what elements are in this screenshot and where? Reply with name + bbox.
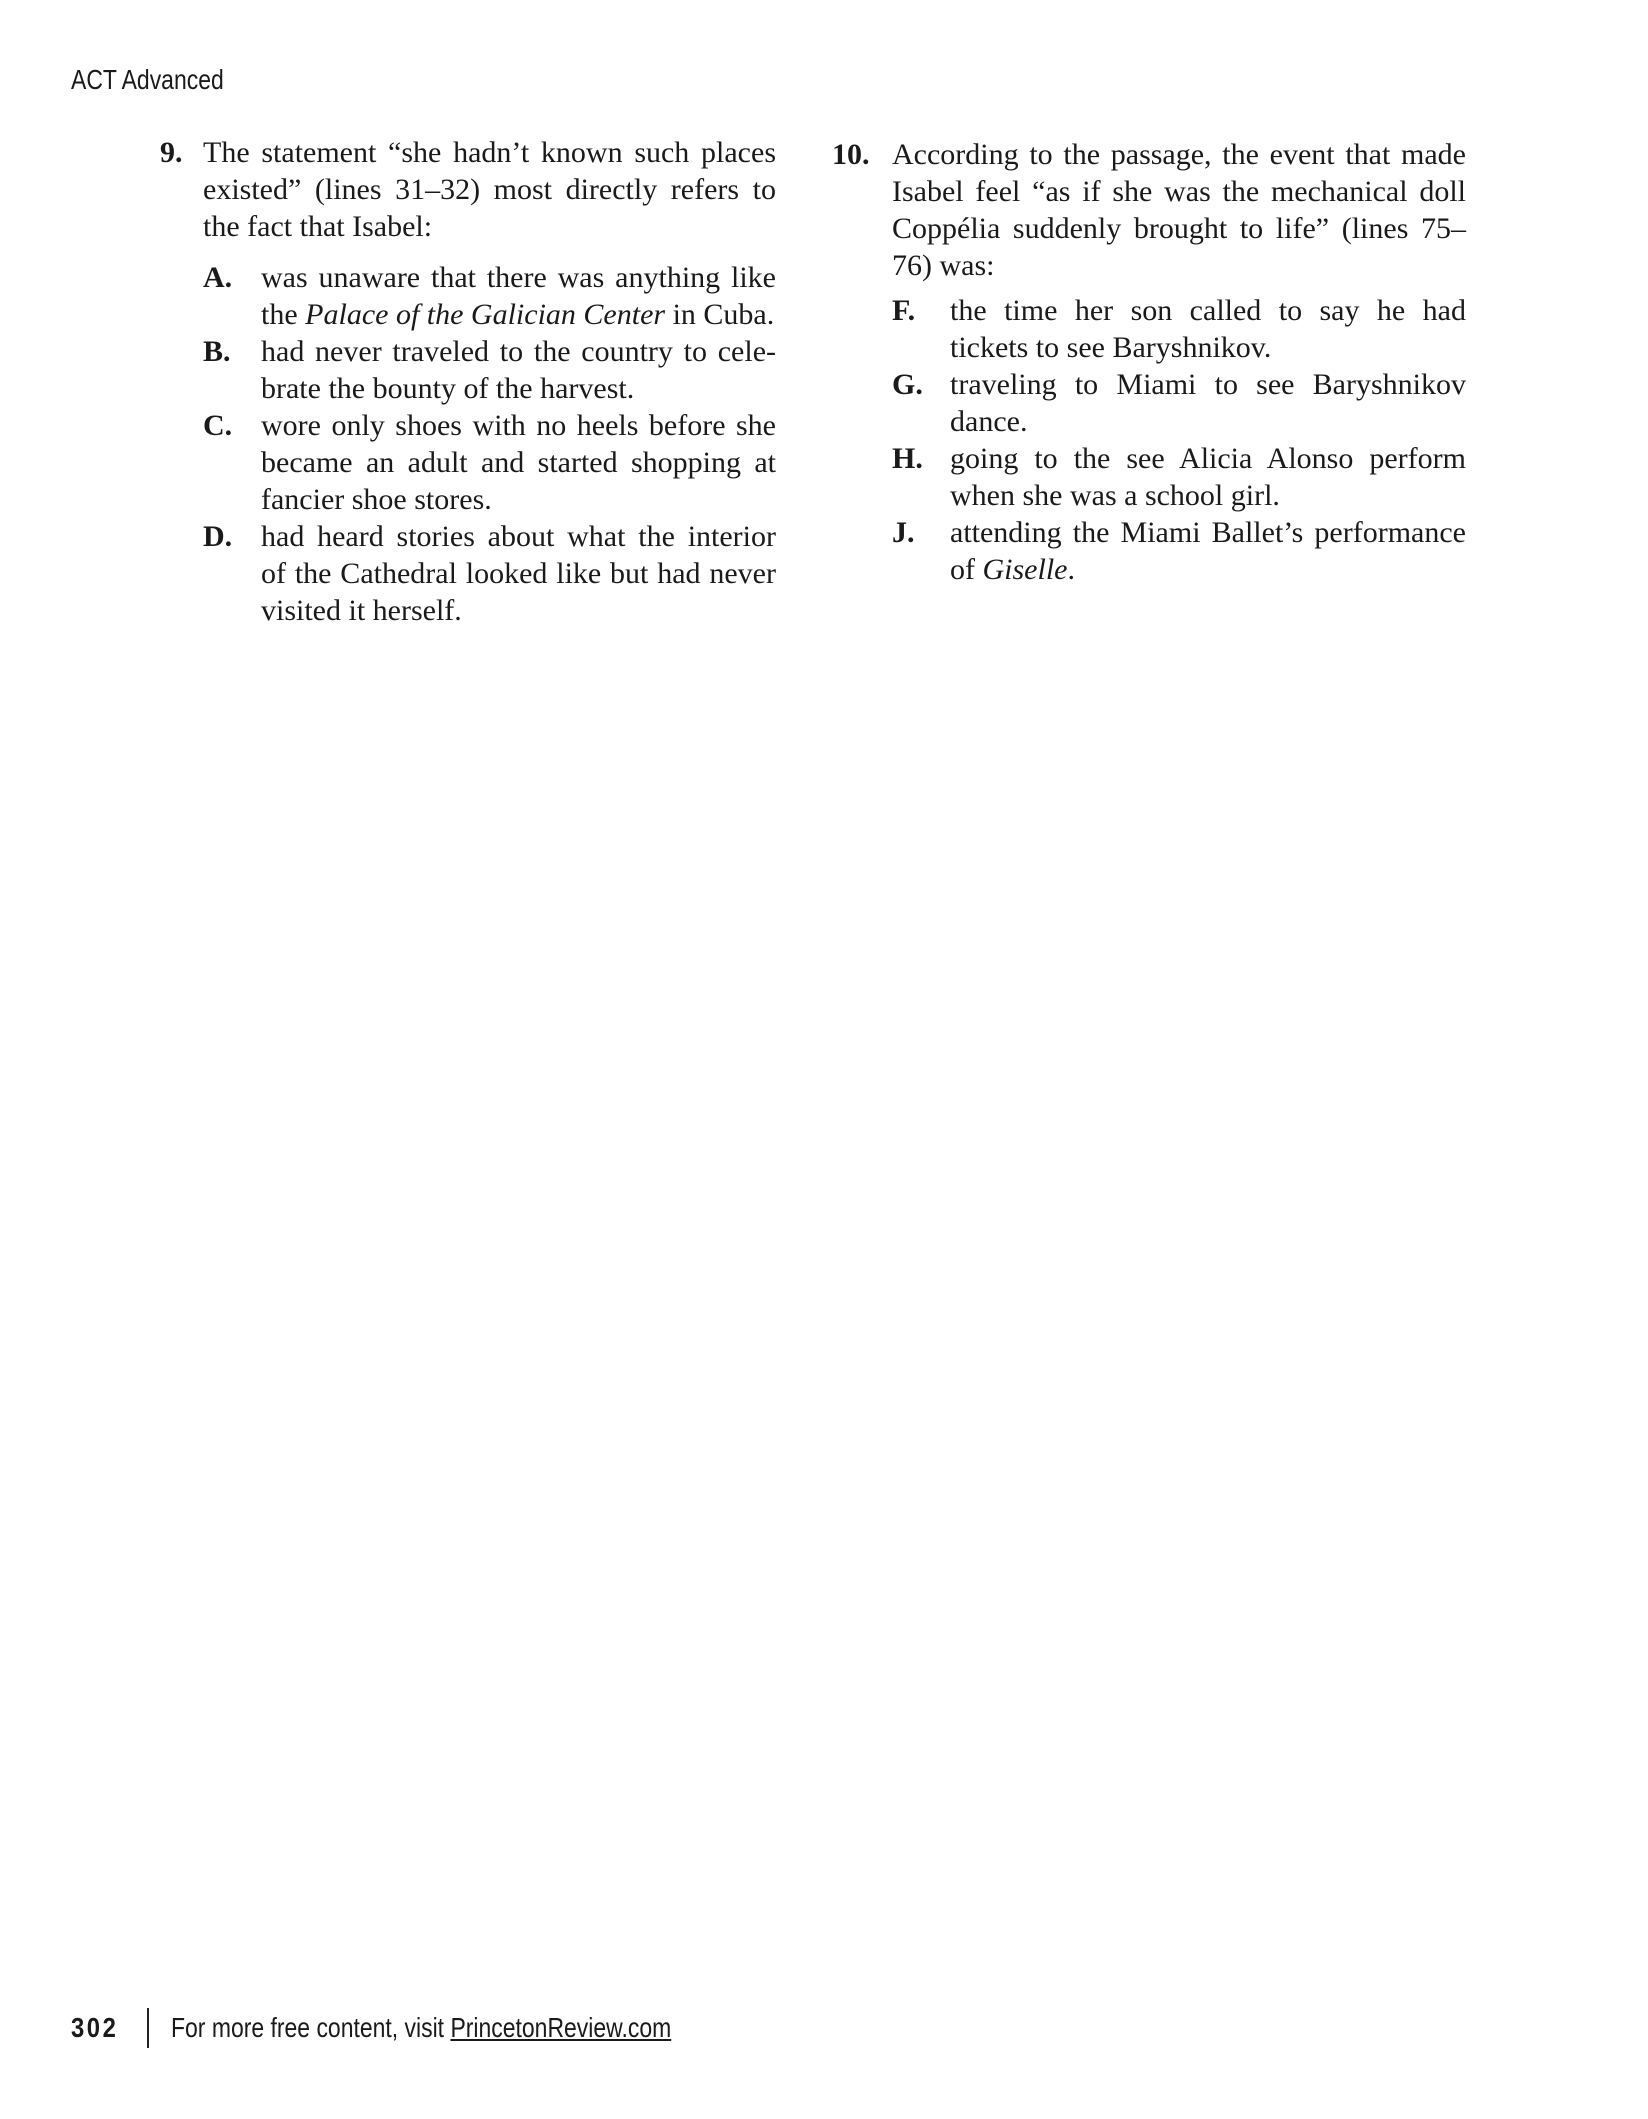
option-text-part: . [1067,553,1075,586]
option-text: the time her son called to say he had tickets to see Baryshnikov. [950,294,1466,364]
option-letter: J. [892,516,915,549]
option-text-part: attending the Miami Ballet’s performance of [950,516,1466,586]
option-text: traveling to Miami to see Baryshnikov dance. [950,368,1466,438]
answer-option-g [892,366,1466,440]
option-letter: D. [203,520,233,553]
option-text: had heard stories about what the interior of the Cathedral looked like but had never visited it herself. [261,520,776,627]
option-letter: G. [892,368,923,401]
answer-option-a [203,259,776,333]
option-text [261,259,776,333]
answer-option-c [203,407,776,518]
answer-option-b [203,333,776,407]
option-letter: C. [203,409,233,442]
option-letter: A. [203,261,233,294]
page-footer [71,2008,781,2048]
option-italic-title: Palace of the Galician Center [305,298,666,331]
answer-option-h [892,440,1466,514]
option-text-part: was unaware that there was anything like the [261,261,776,331]
option-text: wore only shoes with no heels before she became an adult and started shopping at fancier shoe stores. [261,409,776,516]
option-letter: H. [892,442,923,475]
question-number: 9. [160,136,183,169]
page-number: 302 [71,2012,119,2043]
question-stem: According to the passage, the event that made Isabel feel “as if she was the mechanical doll Coppélia suddenly brought to life” (lines 75–76) was: [892,138,1466,282]
running-header: ACT Advanced [71,64,224,95]
option-text [950,514,1466,588]
option-text: had never traveled to the country to cele-brate the bounty of the harvest. [261,335,776,405]
footer-text [171,2012,671,2044]
princeton-review-link[interactable]: PrincetonReview.com [450,2012,671,2043]
answer-option-f [892,292,1466,366]
question-number: 10. [832,138,870,171]
answer-option-j [892,514,1466,588]
footer-promo-text: For more free content, visit [170,2012,451,2043]
question-9 [160,134,776,629]
question-10 [832,136,1466,588]
option-text: going to the see Alicia Alonso perform when she was a school girl. [950,442,1466,512]
option-letter: B. [203,335,231,368]
footer-divider [147,2008,149,2048]
answer-option-d [203,518,776,629]
option-text-part: in Cuba. [665,298,775,331]
option-italic-title: Giselle [982,553,1068,586]
question-stem: The statement “she hadn’t known such places existed” (lines 31–32) most directly refers to the fact that Isabel: [203,136,776,243]
option-letter: F. [892,294,916,327]
